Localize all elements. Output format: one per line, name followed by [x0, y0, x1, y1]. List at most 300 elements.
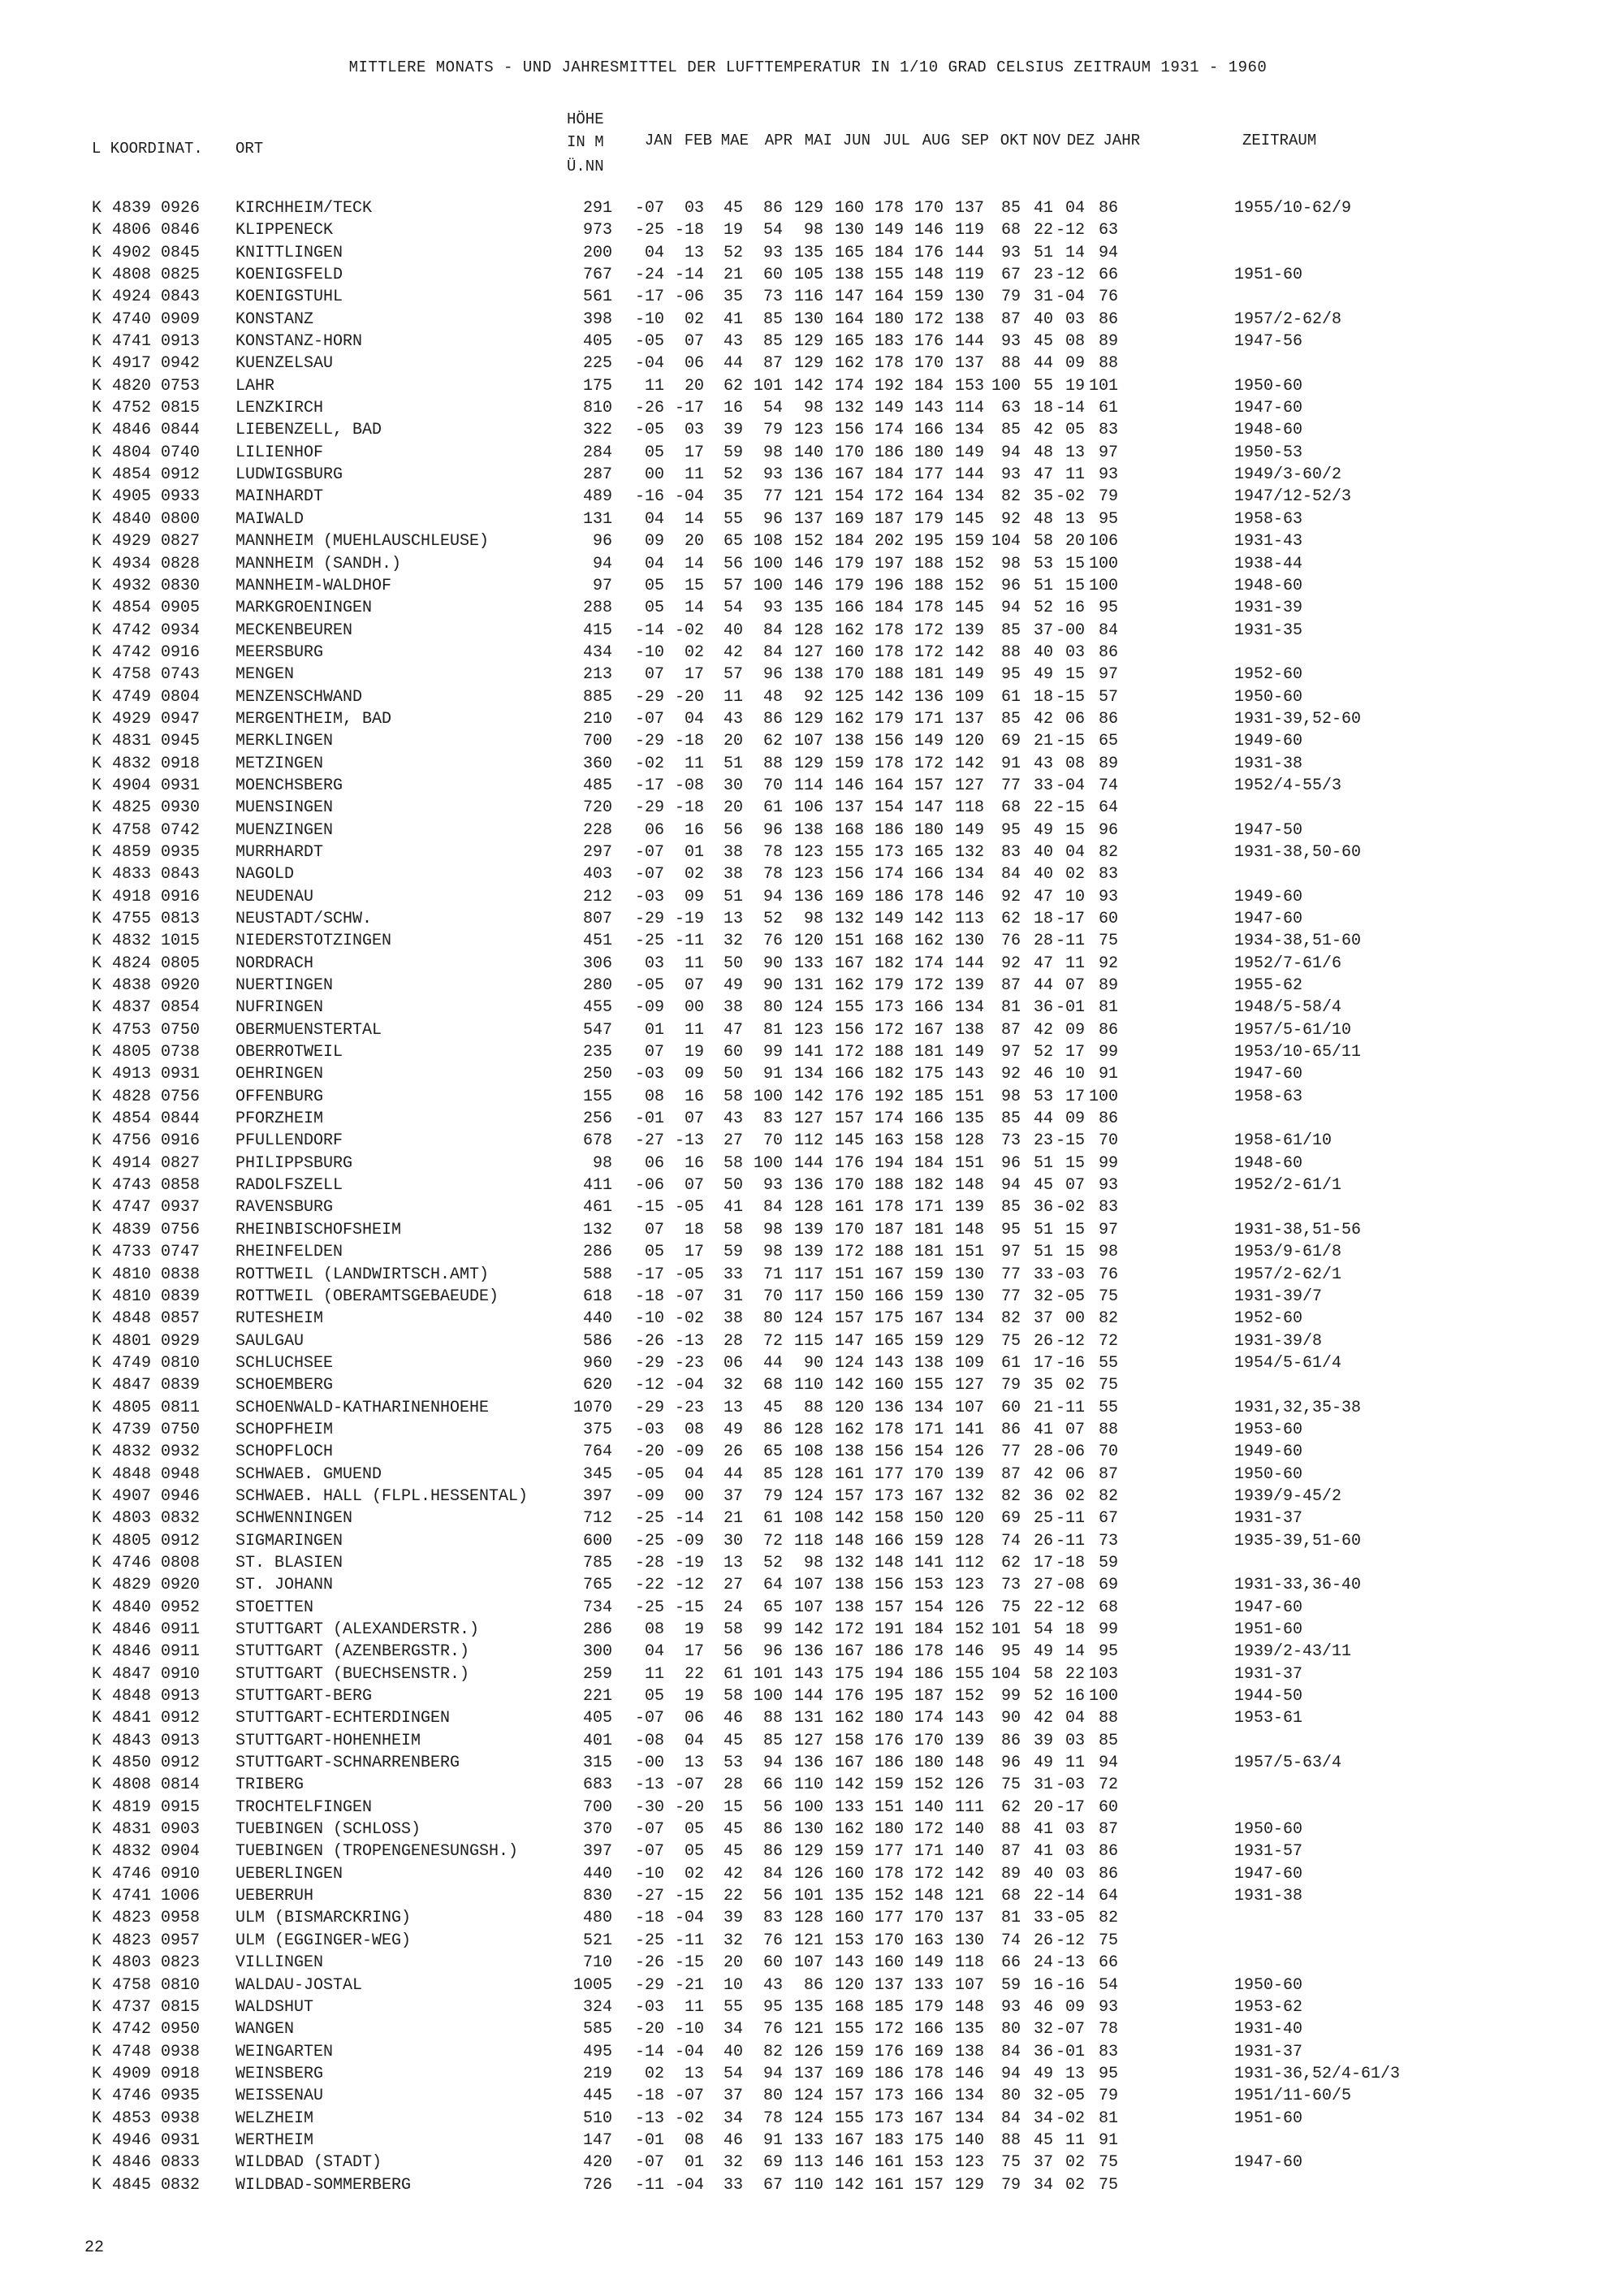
- cell-ort: SCHWAEB. GMUEND: [235, 1464, 382, 1484]
- cell-month-value: 79: [1000, 2175, 1021, 2195]
- cell-month-value: 02: [1065, 2153, 1085, 2173]
- table-row: [0, 642, 1624, 664]
- cell-month-value: 176: [834, 1087, 864, 1106]
- cell-month-value: 05: [644, 443, 664, 462]
- cell-hoehe: 720: [582, 798, 612, 818]
- cell-l: K: [92, 1664, 102, 1684]
- cell-month-value: 32: [723, 1376, 743, 1395]
- cell-month-value: -25: [634, 1931, 664, 1950]
- cell-month-value: 136: [793, 1754, 823, 1773]
- cell-month-value: 104: [991, 1664, 1021, 1684]
- cell-l: K: [92, 954, 102, 973]
- cell-hoehe: 96: [592, 532, 612, 551]
- cell-zeitraum: 1951-60: [1234, 2108, 1303, 2128]
- cell-month-value: 192: [874, 1087, 904, 1106]
- table-row: [0, 1552, 1624, 1574]
- cell-month-value: 05: [644, 576, 664, 595]
- cell-month-value: 04: [644, 554, 664, 573]
- cell-month-value: -00: [1055, 621, 1085, 640]
- cell-month-value: 98: [1000, 554, 1021, 573]
- cell-month-value: 152: [914, 1775, 944, 1795]
- cell-month-value: 173: [874, 2108, 904, 2128]
- cell-month-value: 134: [954, 421, 984, 440]
- cell-month-value: 11: [684, 465, 704, 485]
- cell-month-value: -07: [634, 1709, 664, 1728]
- cell-month-value: 86: [1098, 1864, 1118, 1884]
- cell-zeitraum: 1952-60: [1234, 1309, 1303, 1329]
- cell-month-value: 136: [793, 1642, 823, 1662]
- cell-month-value: 147: [834, 1331, 864, 1351]
- cell-month-value: 166: [874, 1287, 904, 1306]
- cell-month-value: 162: [834, 1709, 864, 1728]
- cell-month-value: 03: [1065, 1864, 1085, 1884]
- cell-month-value: 75: [1098, 2153, 1118, 2173]
- cell-month-value: 88: [1000, 2130, 1021, 2150]
- table-row: [0, 486, 1624, 508]
- cell-hoehe: 586: [582, 1331, 612, 1351]
- cell-month-value: 85: [1000, 1109, 1021, 1129]
- cell-month-value: 14: [684, 554, 704, 573]
- cell-ort: OBERROTWEIL: [235, 1043, 343, 1062]
- cell-month-value: 94: [1000, 2064, 1021, 2083]
- cell-month-value: -15: [1055, 732, 1085, 751]
- cell-l: K: [92, 421, 102, 440]
- cell-zeitraum: 1934-38,51-60: [1234, 932, 1362, 951]
- cell-month-value: -02: [1055, 2108, 1085, 2128]
- cell-month-value: 167: [834, 1642, 864, 1662]
- cell-month-value: 13: [684, 1754, 704, 1773]
- cell-month-value: 17: [684, 665, 704, 685]
- cell-koordinat: 4742 0934: [112, 621, 201, 640]
- cell-month-value: 20: [723, 1953, 743, 1973]
- cell-month-value: 55: [723, 1997, 743, 2017]
- cell-month-value: 02: [684, 1864, 704, 1884]
- cell-month-value: 97: [1098, 1220, 1118, 1239]
- cell-ort: WERTHEIM: [235, 2130, 314, 2150]
- cell-month-value: 96: [762, 509, 783, 529]
- cell-koordinat: 4752 0815: [112, 399, 201, 418]
- cell-hoehe: 445: [582, 2087, 612, 2106]
- cell-month-value: 186: [874, 1642, 904, 1662]
- cell-zeitraum: 1949-60: [1234, 1442, 1303, 1462]
- cell-month-value: -06: [674, 288, 704, 307]
- cell-month-value: 62: [1000, 1553, 1021, 1572]
- cell-month-value: 91: [762, 2130, 783, 2150]
- cell-month-value: 98: [803, 399, 823, 418]
- table-row: [0, 375, 1624, 397]
- cell-l: K: [92, 2153, 102, 2173]
- cell-month-value: 66: [762, 1775, 783, 1795]
- cell-month-value: 44: [1033, 976, 1053, 996]
- cell-month-value: 40: [723, 621, 743, 640]
- header-month: SEP: [961, 132, 989, 149]
- cell-month-value: 137: [834, 798, 864, 818]
- cell-l: K: [92, 465, 102, 485]
- header-month: DEZ: [1066, 132, 1095, 149]
- cell-month-value: 159: [954, 532, 984, 551]
- cell-month-value: 93: [762, 1176, 783, 1196]
- cell-zeitraum: 1955-62: [1234, 976, 1303, 996]
- cell-hoehe: 212: [582, 887, 612, 906]
- cell-month-value: 169: [914, 2042, 944, 2061]
- table-row: [0, 1707, 1624, 1729]
- cell-koordinat: 4739 0750: [112, 1420, 201, 1439]
- cell-month-value: 59: [1098, 1553, 1118, 1572]
- cell-month-value: 79: [762, 421, 783, 440]
- cell-month-value: 170: [914, 1731, 944, 1750]
- header-month: NOV: [1032, 132, 1060, 149]
- cell-month-value: 46: [1033, 1997, 1053, 2017]
- cell-month-value: 86: [803, 1975, 823, 1995]
- cell-month-value: 167: [914, 1309, 944, 1329]
- table-row: [0, 930, 1624, 952]
- cell-month-value: 98: [1000, 1087, 1021, 1106]
- cell-month-value: 45: [723, 1842, 743, 1862]
- cell-month-value: 107: [793, 1598, 823, 1617]
- cell-hoehe: 97: [592, 576, 612, 595]
- cell-month-value: 139: [954, 1198, 984, 1218]
- cell-month-value: 28: [1033, 932, 1053, 951]
- cell-month-value: 151: [834, 932, 864, 951]
- cell-month-value: 138: [914, 1353, 944, 1373]
- cell-month-value: 158: [914, 1131, 944, 1151]
- cell-month-value: 128: [793, 1464, 823, 1484]
- cell-month-value: 134: [954, 865, 984, 884]
- cell-month-value: 56: [762, 1887, 783, 1906]
- cell-month-value: -29: [634, 910, 664, 928]
- cell-month-value: 85: [1000, 709, 1021, 729]
- table-row: [0, 1019, 1624, 1041]
- table-row: [0, 2174, 1624, 2196]
- cell-l: K: [92, 1709, 102, 1728]
- cell-month-value: -25: [634, 932, 664, 951]
- cell-month-value: 05: [644, 1687, 664, 1706]
- cell-month-value: 75: [1000, 2153, 1021, 2173]
- cell-ort: STUTTGART (BUECHSENSTR.): [235, 1664, 470, 1684]
- cell-month-value: 130: [834, 221, 864, 240]
- cell-month-value: 180: [874, 309, 904, 329]
- cell-ort: STUTTGART-SCHNARRENBERG: [235, 1754, 460, 1773]
- cell-zeitraum: 1957/2-62/1: [1234, 1265, 1342, 1284]
- cell-koordinat: 4753 0750: [112, 1020, 201, 1040]
- cell-month-value: -17: [674, 399, 704, 418]
- cell-month-value: 57: [723, 665, 743, 685]
- cell-month-value: 99: [762, 1620, 783, 1639]
- cell-month-value: 114: [954, 399, 984, 418]
- cell-month-value: 137: [793, 509, 823, 529]
- cell-month-value: 55: [1098, 1398, 1118, 1417]
- cell-month-value: -09: [634, 998, 664, 1018]
- cell-month-value: -20: [634, 1442, 664, 1462]
- cell-month-value: 21: [1033, 732, 1053, 751]
- cell-month-value: 147: [834, 288, 864, 307]
- cell-month-value: 92: [1098, 954, 1118, 973]
- cell-month-value: 10: [1065, 887, 1085, 906]
- cell-month-value: 182: [874, 1065, 904, 1084]
- cell-month-value: 197: [874, 554, 904, 573]
- cell-hoehe: 322: [582, 421, 612, 440]
- cell-l: K: [92, 332, 102, 352]
- cell-month-value: 142: [954, 642, 984, 662]
- cell-month-value: 87: [1000, 1464, 1021, 1484]
- cell-month-value: 17: [1033, 1553, 1053, 1572]
- cell-month-value: 32: [1033, 2020, 1053, 2039]
- cell-month-value: 09: [1065, 354, 1085, 374]
- cell-month-value: 188: [874, 1043, 904, 1062]
- cell-month-value: -06: [634, 1176, 664, 1196]
- cell-month-value: 159: [914, 1531, 944, 1551]
- cell-l: K: [92, 1353, 102, 1373]
- cell-l: K: [92, 621, 102, 640]
- cell-month-value: -07: [634, 2153, 664, 2173]
- cell-month-value: 94: [762, 1754, 783, 1773]
- cell-month-value: -12: [1055, 221, 1085, 240]
- cell-month-value: 159: [834, 2042, 864, 2061]
- cell-month-value: 80: [762, 1309, 783, 1329]
- cell-month-value: 149: [954, 443, 984, 462]
- cell-month-value: 82: [1098, 1486, 1118, 1506]
- cell-month-value: 128: [954, 1131, 984, 1151]
- cell-month-value: 26: [1033, 1331, 1053, 1351]
- cell-month-value: 141: [954, 1420, 984, 1439]
- cell-zeitraum: 1952/7-61/6: [1234, 954, 1342, 973]
- cell-month-value: -17: [634, 1265, 664, 1284]
- cell-month-value: -18: [1055, 1553, 1085, 1572]
- cell-month-value: 155: [874, 266, 904, 285]
- cell-month-value: 24: [723, 1598, 743, 1617]
- cell-month-value: 155: [834, 2020, 864, 2039]
- cell-month-value: 129: [793, 709, 823, 729]
- cell-month-value: -15: [674, 1598, 704, 1617]
- cell-month-value: 83: [1098, 421, 1118, 440]
- cell-month-value: 117: [793, 1265, 823, 1284]
- cell-koordinat: 4748 0938: [112, 2042, 201, 2061]
- cell-month-value: 153: [954, 376, 984, 396]
- cell-month-value: 43: [723, 1109, 743, 1129]
- cell-month-value: 81: [1000, 1909, 1021, 1928]
- cell-month-value: 151: [954, 1243, 984, 1262]
- cell-month-value: 44: [762, 1353, 783, 1373]
- cell-month-value: 162: [834, 709, 864, 729]
- cell-month-value: -20: [674, 1797, 704, 1817]
- cell-month-value: 36: [1033, 1486, 1053, 1506]
- cell-month-value: 93: [1098, 465, 1118, 485]
- cell-hoehe: 485: [582, 776, 612, 795]
- cell-month-value: 73: [1000, 1131, 1021, 1151]
- table-row: [0, 508, 1624, 530]
- cell-month-value: 00: [644, 465, 664, 485]
- cell-koordinat: 4907 0946: [112, 1486, 201, 1506]
- cell-month-value: 81: [1098, 2108, 1118, 2128]
- cell-month-value: 82: [1000, 1486, 1021, 1506]
- cell-month-value: 87: [1098, 1464, 1118, 1484]
- cell-hoehe: 370: [582, 1820, 612, 1840]
- cell-month-value: 129: [793, 754, 823, 773]
- cell-month-value: -13: [634, 1775, 664, 1795]
- cell-month-value: 04: [684, 1731, 704, 1750]
- cell-month-value: 126: [793, 2042, 823, 2061]
- table-row: [0, 1597, 1624, 1619]
- table-row: [0, 1352, 1624, 1374]
- cell-month-value: -02: [634, 754, 664, 773]
- cell-zeitraum: 1931-38: [1234, 1887, 1303, 1906]
- table-row: [0, 2041, 1624, 2063]
- header-month: JAHR: [1103, 132, 1140, 149]
- cell-month-value: 97: [1098, 443, 1118, 462]
- cell-month-value: 03: [684, 199, 704, 218]
- cell-hoehe: 830: [582, 1887, 612, 1906]
- cell-month-value: 15: [1065, 1243, 1085, 1262]
- cell-month-value: -20: [634, 2020, 664, 2039]
- cell-l: K: [92, 1376, 102, 1395]
- cell-month-value: 100: [753, 1687, 783, 1706]
- table-row: [0, 1374, 1624, 1396]
- cell-month-value: 140: [793, 443, 823, 462]
- cell-month-value: 67: [762, 2175, 783, 2195]
- cell-month-value: 80: [1000, 2020, 1021, 2039]
- cell-koordinat: 4803 0823: [112, 1953, 201, 1973]
- cell-month-value: 136: [793, 465, 823, 485]
- cell-month-value: -03: [634, 1997, 664, 2017]
- cell-koordinat: 4850 0912: [112, 1754, 201, 1773]
- cell-month-value: 96: [762, 665, 783, 685]
- cell-month-value: 45: [1033, 1176, 1053, 1196]
- cell-month-value: 02: [1065, 1486, 1085, 1506]
- cell-month-value: 135: [954, 1109, 984, 1129]
- cell-month-value: 78: [762, 865, 783, 884]
- cell-hoehe: 291: [582, 199, 612, 218]
- cell-month-value: 72: [762, 1531, 783, 1551]
- cell-month-value: 94: [1098, 243, 1118, 262]
- cell-month-value: 04: [684, 709, 704, 729]
- cell-month-value: 153: [914, 2153, 944, 2173]
- cell-month-value: 177: [874, 1464, 904, 1484]
- cell-month-value: 123: [793, 865, 823, 884]
- cell-month-value: 96: [762, 1642, 783, 1662]
- cell-month-value: 39: [723, 421, 743, 440]
- cell-month-value: 166: [834, 1065, 864, 1084]
- cell-month-value: 41: [723, 1198, 743, 1218]
- cell-month-value: 16: [723, 399, 743, 418]
- cell-month-value: 19: [684, 1620, 704, 1639]
- cell-month-value: 140: [954, 1820, 984, 1840]
- cell-month-value: 123: [954, 1576, 984, 1595]
- cell-l: K: [92, 1997, 102, 2017]
- cell-month-value: 54: [762, 399, 783, 418]
- cell-month-value: 21: [1033, 1398, 1053, 1417]
- cell-month-value: 65: [723, 532, 743, 551]
- table-row: [0, 1752, 1624, 1774]
- cell-month-value: -15: [674, 1887, 704, 1906]
- cell-month-value: 159: [834, 754, 864, 773]
- cell-month-value: 184: [834, 532, 864, 551]
- cell-koordinat: 4749 0804: [112, 687, 201, 707]
- cell-month-value: 88: [803, 1398, 823, 1417]
- cell-month-value: -01: [1055, 2042, 1085, 2061]
- cell-month-value: 161: [874, 2175, 904, 2195]
- cell-month-value: 35: [1033, 487, 1053, 507]
- cell-month-value: 26: [1033, 1531, 1053, 1551]
- cell-month-value: 93: [762, 465, 783, 485]
- cell-month-value: 162: [834, 1820, 864, 1840]
- cell-koordinat: 4839 0926: [112, 199, 201, 218]
- cell-month-value: -18: [674, 221, 704, 240]
- cell-month-value: 186: [914, 1664, 944, 1684]
- cell-month-value: 121: [793, 487, 823, 507]
- cell-month-value: -05: [674, 1265, 704, 1284]
- cell-month-value: -27: [634, 1887, 664, 1906]
- cell-month-value: -07: [634, 709, 664, 729]
- cell-month-value: 100: [753, 1153, 783, 1173]
- cell-month-value: 20: [684, 532, 704, 551]
- cell-month-value: 135: [793, 1997, 823, 2017]
- cell-month-value: 152: [954, 576, 984, 595]
- cell-month-value: 115: [793, 1331, 823, 1351]
- cell-month-value: 19: [723, 221, 743, 240]
- cell-month-value: 17: [1033, 1353, 1053, 1373]
- cell-month-value: 132: [954, 842, 984, 862]
- cell-ort: NIEDERSTOTZINGEN: [235, 932, 392, 951]
- cell-month-value: 152: [954, 1620, 984, 1639]
- cell-month-value: 03: [1065, 1842, 1085, 1862]
- cell-month-value: -29: [634, 1398, 664, 1417]
- cell-l: K: [92, 554, 102, 573]
- cell-month-value: 162: [914, 932, 944, 951]
- cell-month-value: 170: [874, 1931, 904, 1950]
- cell-month-value: 93: [762, 599, 783, 618]
- cell-month-value: -13: [634, 2108, 664, 2128]
- cell-month-value: 08: [684, 1420, 704, 1439]
- cell-l: K: [92, 1576, 102, 1595]
- cell-koordinat: 4846 0911: [112, 1642, 201, 1662]
- cell-l: K: [92, 443, 102, 462]
- cell-month-value: -02: [674, 1309, 704, 1329]
- cell-month-value: 97: [1000, 1043, 1021, 1062]
- cell-zeitraum: 1958-61/10: [1234, 1131, 1332, 1151]
- cell-month-value: 36: [1033, 998, 1053, 1018]
- cell-ort: WALDAU-JOSTAL: [235, 1975, 363, 1995]
- cell-month-value: 84: [762, 642, 783, 662]
- cell-month-value: -07: [634, 1820, 664, 1840]
- cell-month-value: -22: [634, 1576, 664, 1595]
- cell-month-value: 15: [684, 576, 704, 595]
- table-row: [0, 953, 1624, 975]
- cell-month-value: -07: [634, 865, 664, 884]
- cell-month-value: 42: [1033, 709, 1053, 729]
- cell-l: K: [92, 798, 102, 818]
- cell-month-value: 180: [914, 1754, 944, 1773]
- cell-hoehe: 960: [582, 1353, 612, 1373]
- cell-month-value: -23: [674, 1398, 704, 1417]
- cell-zeitraum: 1949/3-60/2: [1234, 465, 1342, 485]
- cell-ort: KIRCHHEIM/TECK: [235, 199, 373, 218]
- cell-month-value: 135: [954, 2020, 984, 2039]
- cell-month-value: 65: [762, 1442, 783, 1462]
- cell-koordinat: 4904 0931: [112, 776, 201, 795]
- cell-ort: NORDRACH: [235, 954, 314, 973]
- cell-koordinat: 4758 0743: [112, 665, 201, 685]
- cell-month-value: 173: [874, 1486, 904, 1506]
- cell-ort: PFORZHEIM: [235, 1109, 324, 1129]
- cell-month-value: 164: [874, 288, 904, 307]
- cell-l: K: [92, 1464, 102, 1484]
- cell-month-value: 08: [1065, 754, 1085, 773]
- cell-zeitraum: 1947/12-52/3: [1234, 487, 1352, 507]
- cell-month-value: 49: [1033, 1754, 1053, 1773]
- cell-koordinat: 4848 0913: [112, 1687, 201, 1706]
- cell-month-value: 148: [954, 1220, 984, 1239]
- cell-month-value: 138: [793, 665, 823, 685]
